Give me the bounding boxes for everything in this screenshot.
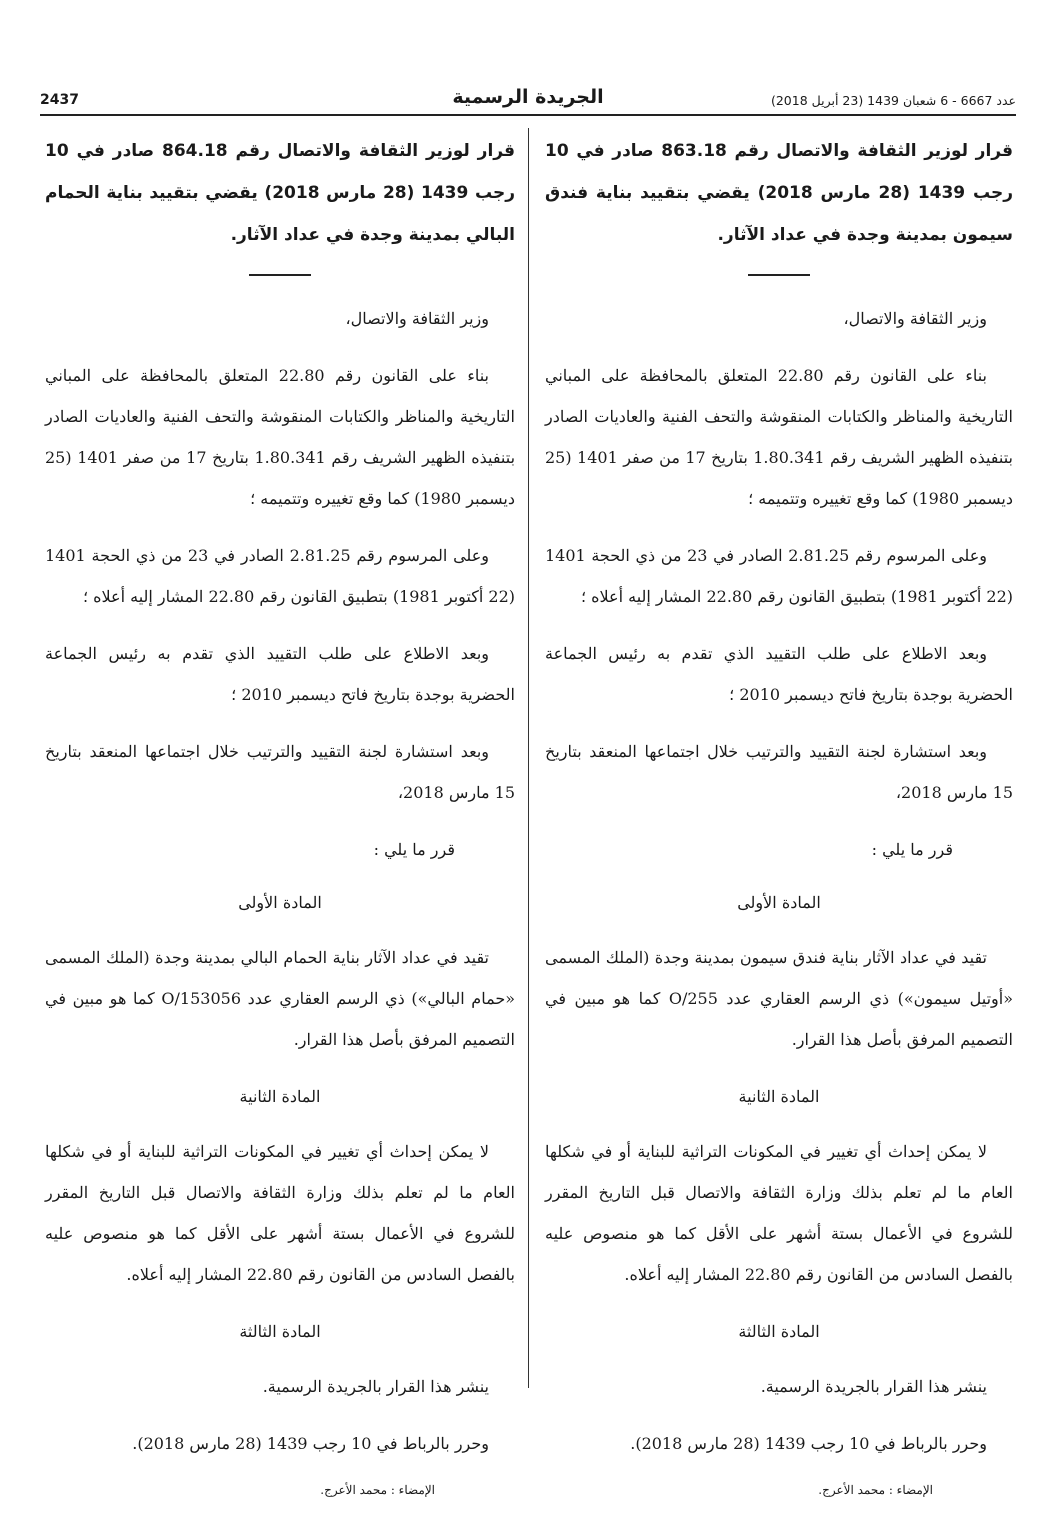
decree-863-column bbox=[545, 130, 1013, 1516]
column-divider bbox=[528, 128, 529, 1388]
article-1-heading: المادة الأولى bbox=[238, 892, 322, 912]
recital-committee: وبعد استشارة لجنة التقييد والترتيب خلال اجتماعها المنعقد بتاريخ 15 مارس 2018، bbox=[45, 741, 515, 802]
decree-title: قرار لوزير الثقافة والاتصال رقم 863.18 صادر في 10 رجب 1439 (28 مارس 2018) يقضي بتقييد بناية فندق سيمون بمدينة وجدة في عداد الآثار. bbox=[545, 141, 1013, 245]
done-at-line: وحرر بالرباط في 10 رجب 1439 (28 مارس 2018). bbox=[630, 1433, 987, 1453]
decides-line: قرر ما يلي : bbox=[871, 839, 953, 859]
article-2-text: لا يمكن إحداث أي تغيير في المكونات التراثية للبناية أو في شكلها العام ما لم تعلم بذلك وزارة الثقافة والاتصال قبل التاريخ المقرر للشروع في الأعمال بستة أشهر على الأقل كما هو منصوص عليه بالفصل السادس من القانون رقم 22.80 المشار إليه أعلاه. bbox=[45, 1141, 515, 1284]
recital-committee: وبعد استشارة لجنة التقييد والترتيب خلال اجتماعها المنعقد بتاريخ 15 مارس 2018، bbox=[545, 741, 1013, 802]
decree-864-column bbox=[45, 130, 515, 1516]
article-3-text: ينشر هذا القرار بالجريدة الرسمية. bbox=[262, 1376, 489, 1396]
article-1-text: تقيد في عداد الآثار بناية الحمام البالي بمدينة وجدة (الملك المسمى «حمام البالي») ذي الرسم العقاري عدد O/153056 كما هو مبين في التصميم المرفق بأصل هذا القرار. bbox=[45, 947, 515, 1049]
gazette-title: الجريدة الرسمية bbox=[452, 86, 604, 108]
signature-line: الإمضاء : محمد الأعرج. bbox=[320, 1482, 435, 1497]
title-rule bbox=[249, 274, 311, 276]
article-1-heading: المادة الأولى bbox=[737, 892, 821, 912]
minister-line: وزير الثقافة والاتصال، bbox=[345, 308, 489, 328]
recital-decree: وعلى المرسوم رقم 2.81.25 الصادر في 23 من ذي الحجة 1401 (22 أكتوبر 1981) بتطبيق القانون رقم 22.80 المشار إليه أعلاه ؛ bbox=[45, 545, 515, 606]
article-3-heading: المادة الثالثة bbox=[738, 1321, 820, 1341]
recital-request: وبعد الاطلاع على طلب التقييد الذي تقدم به رئيس الجماعة الحضرية بوجدة بتاريخ فاتح ديسمبر 2010 ؛ bbox=[45, 643, 515, 704]
article-1-text: تقيد في عداد الآثار بناية فندق سيمون بمدينة وجدة (الملك المسمى «أوتيل سيمون») ذي الرسم العقاري عدد O/255 كما هو مبين في التصميم المرفق بأصل هذا القرار. bbox=[545, 947, 1013, 1049]
page-header bbox=[40, 88, 1016, 116]
signature-line: الإمضاء : محمد الأعرج. bbox=[818, 1482, 933, 1497]
done-at-line: وحرر بالرباط في 10 رجب 1439 (28 مارس 2018). bbox=[132, 1433, 489, 1453]
article-3-text: ينشر هذا القرار بالجريدة الرسمية. bbox=[760, 1376, 987, 1396]
article-2-heading: المادة الثانية bbox=[239, 1086, 321, 1106]
article-2-text: لا يمكن إحداث أي تغيير في المكونات التراثية للبناية أو في شكلها العام ما لم تعلم بذلك وزارة الثقافة والاتصال قبل التاريخ المقرر للشروع في الأعمال بستة أشهر على الأقل كما هو منصوص عليه بالفصل السادس من القانون رقم 22.80 المشار إليه أعلاه. bbox=[545, 1141, 1013, 1284]
decides-line: قرر ما يلي : bbox=[373, 839, 455, 859]
title-rule bbox=[748, 274, 810, 276]
issue-line: عدد 6667 - 6 شعبان 1439 (23 أبريل 2018) bbox=[770, 93, 1016, 108]
recital-law: بناء على القانون رقم 22.80 المتعلق بالمحافظة على المباني التاريخية والمناظر والكتابات المنقوشة والتحف الفنية والعاديات الصادر بتنفيذه الظهير الشريف رقم 1.80.341 بتاريخ 17 من صفر 1401 (25 ديسمبر 1980) كما وقع تغييره وتتميمه ؛ bbox=[45, 365, 516, 508]
recital-request: وبعد الاطلاع على طلب التقييد الذي تقدم به رئيس الجماعة الحضرية بوجدة بتاريخ فاتح ديسمبر 2010 ؛ bbox=[545, 643, 1013, 704]
recital-law: بناء على القانون رقم 22.80 المتعلق بالمحافظة على المباني التاريخية والمناظر والكتابات المنقوشة والتحف الفنية والعاديات الصادر بتنفيذه الظهير الشريف رقم 1.80.341 بتاريخ 17 من صفر 1401 (25 ديسمبر 1980) كما وقع تغييره وتتميمه ؛ bbox=[545, 365, 1014, 508]
decree-title: قرار لوزير الثقافة والاتصال رقم 864.18 صادر في 10 رجب 1439 (28 مارس 2018) يقضي بتقييد بناية الحمام البالي بمدينة وجدة في عداد الآثار. bbox=[45, 141, 516, 245]
page-number: 2437 bbox=[40, 92, 79, 108]
article-3-heading: المادة الثالثة bbox=[239, 1321, 321, 1341]
minister-line: وزير الثقافة والاتصال، bbox=[843, 308, 987, 328]
article-2-heading: المادة الثانية bbox=[738, 1086, 820, 1106]
recital-decree: وعلى المرسوم رقم 2.81.25 الصادر في 23 من ذي الحجة 1401 (22 أكتوبر 1981) بتطبيق القانون رقم 22.80 المشار إليه أعلاه ؛ bbox=[545, 545, 1013, 606]
